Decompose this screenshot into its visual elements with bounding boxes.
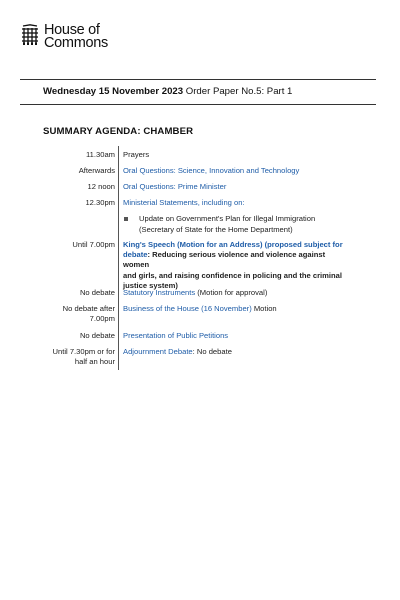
order-paper-number: Order Paper No.5: Part 1 — [185, 86, 293, 97]
agenda-time-line-2: 7.00pm — [89, 314, 115, 324]
bottom-rule — [20, 104, 376, 105]
bullet-icon — [124, 217, 128, 221]
section-title: SUMMARY AGENDA: CHAMBER — [43, 126, 194, 137]
oral-questions-science-link[interactable]: Oral Questions: Science, Innovation and Technology — [123, 166, 300, 175]
debate-subject-end: justice system) — [123, 280, 178, 290]
agenda-time-line-1: No debate after — [62, 304, 115, 313]
house-of-commons-logo — [20, 24, 108, 49]
debate-subject: : Reducing serious violence and violence against women — [123, 250, 326, 270]
agenda-item: Prayers — [123, 150, 150, 159]
business-of-house-note: Motion — [251, 304, 277, 313]
logo-line-1: House of — [44, 22, 100, 38]
logo-wordmark — [44, 24, 108, 49]
agenda-time-line-2: half an hour — [74, 357, 115, 367]
statutory-instruments-item — [123, 288, 345, 298]
adjournment-debate-note: : No debate — [192, 347, 232, 356]
agenda-row — [43, 304, 348, 326]
agenda-row — [43, 198, 348, 238]
logo-line-2: Commons — [44, 34, 108, 51]
order-paper-header — [43, 86, 292, 97]
ministerial-statements-link[interactable]: Ministerial Statements, including on: — [123, 198, 245, 207]
agenda-time — [43, 304, 115, 324]
business-of-house-item — [123, 304, 345, 314]
agenda-time: No debate — [79, 331, 115, 340]
portcullis-icon — [20, 24, 40, 45]
agenda-time: No debate — [79, 288, 115, 297]
agenda-time: 11.30am — [86, 150, 115, 159]
kings-speech-item — [123, 240, 345, 291]
debate-subject-cont: and girls, and raising confidence in policing and the criminal — [123, 270, 342, 280]
agenda-time: 12 noon — [87, 182, 115, 191]
oral-questions-pm-link[interactable]: Oral Questions: Prime Minister — [123, 182, 227, 191]
adjournment-debate-item — [123, 347, 345, 357]
agenda-time: 12.30pm — [85, 198, 115, 207]
business-of-house-link[interactable]: Business of the House (16 November) — [123, 304, 252, 313]
statutory-instruments-note: (Motion for approval) — [195, 288, 268, 297]
statement-title: Update on Government's Plan for Illegal Immigration — [139, 214, 316, 223]
adjournment-debate-link[interactable]: Adjournment Debate — [123, 347, 193, 356]
order-paper-date: Wednesday 15 November 2023 — [43, 86, 184, 97]
agenda-row — [43, 240, 348, 290]
top-rule — [20, 79, 376, 80]
kings-speech-link-debate[interactable]: debate — [123, 250, 148, 260]
public-petitions-link[interactable]: Presentation of Public Petitions — [123, 331, 229, 340]
agenda-time: Until 7.00pm — [72, 240, 115, 249]
agenda-time — [43, 347, 115, 367]
statutory-instruments-link[interactable]: Statutory Instruments — [123, 288, 196, 297]
agenda-time: Afterwards — [78, 166, 115, 175]
kings-speech-link[interactable]: King's Speech (Motion for an Address) (proposed subject for — [123, 240, 343, 249]
agenda-time-line-1: Until 7.30pm or for — [52, 347, 115, 356]
statement-minister: (Secretary of State for the Home Department) — [139, 224, 293, 234]
agenda-row — [43, 347, 348, 369]
